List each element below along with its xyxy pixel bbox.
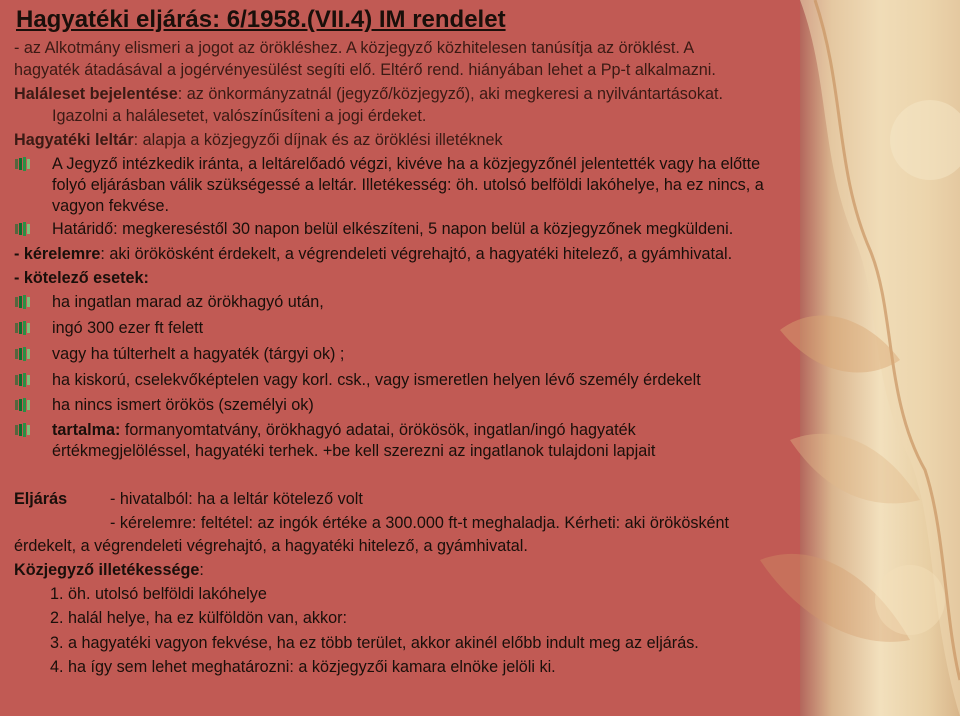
kerelemre-line — [14, 244, 732, 264]
illetekesseg-item-2: 2. halál helye, ha ez külföldön van, akkor: — [50, 609, 347, 627]
tartalma-label: tartalma: — [52, 421, 121, 439]
illetekesseg-colon: : — [199, 561, 204, 579]
kotelezo-item-2: ingó 300 ezer ft felett — [52, 319, 204, 337]
leltar-label: Hagyatéki leltár — [14, 131, 134, 149]
illetekesseg-item-1: 1. öh. utolsó belföldi lakóhelye — [50, 585, 267, 603]
kotelezo-item-3: vagy ha túlterhelt a hagyaték (tárgyi ok) ; — [52, 345, 345, 363]
leltar-text: : alapja a közjegyzői díjnak és az öröklési illetéknek — [133, 131, 503, 149]
leltar-bullet1-line2: folyó eljárásban válik szükségessé a leltár. Illetékesség: öh. utolsó belföldi lakóhelye, ha ez nincs, a — [52, 176, 764, 194]
intro-line-2: hagyaték átadásával a jogérvényesülést segíti elő. Eltérő rend. hiányában lehet a Pp-t alkalmazni. — [14, 61, 716, 79]
kotelezo-item-4: ha kiskorú, cselekvőképtelen vagy korl. csk., vagy ismeretlen helyen lévő személy érdekelt — [52, 371, 701, 389]
eljaras-label: Eljárás — [14, 490, 68, 508]
illetekesseg-heading — [14, 560, 204, 580]
illetekesseg-item-3: 3. a hagyatéki vagyon fekvése, ha ez több terület, akkor akinél előbb indult meg az eljárás. — [50, 634, 699, 652]
eljaras-line-3: érdekelt, a végrendeleti végrehajtó, a hagyatéki hitelező, a gyámhivatal. — [14, 537, 528, 555]
bullet-icon — [14, 372, 32, 388]
kerelemre-label: - kérelemre — [14, 245, 101, 263]
bullet-icon — [14, 156, 32, 172]
illetekesseg-item-4: 4. ha így sem lehet meghatározni: a közjegyzői kamara elnöke jelöli ki. — [50, 658, 556, 676]
leltar-bullet1-line1: A Jegyző intézkedik iránta, a leltárelőadó végzi, kivéve ha a közjegyzőnél jelentették vagy ha előtte — [52, 155, 761, 173]
kotelezo-item-5: ha nincs ismert örökös (személyi ok) — [52, 396, 314, 414]
bullet-icon — [14, 397, 32, 413]
kerelemre-text: : aki örökösként érdekelt, a végrendeleti végrehajtó, a hagyatéki hitelező, a gyámhivatal. — [100, 245, 733, 263]
bullet-icon — [14, 294, 32, 310]
illetekesseg-label: Közjegyző illetékessége — [14, 561, 200, 579]
bullet-icon — [14, 320, 32, 336]
eljaras-line-2: - kérelemre: feltétel: az ingók értéke a 300.000 ft-t meghaladja. Kérheti: aki örökösként — [110, 514, 730, 532]
tartalma-line-2: értékmegjelöléssel, hagyatéki terhek. +be kell szerezni az ingatlanok tulajdoni lapjait — [52, 442, 656, 460]
halaleset-text: : az önkormányzatnál (jegyző/közjegyző), aki megkeresi a nyilvántartásokat. — [177, 85, 723, 103]
decorative-flower-graphic — [760, 0, 960, 716]
bullet-icon — [14, 221, 32, 237]
leltar-heading — [14, 130, 503, 150]
intro-line-1: - az Alkotmány elismeri a jogot az örökléshez. A közjegyző közhitelesen tanúsítja az öröklést. A — [14, 39, 695, 57]
slide-title: Hagyatéki eljárás: 6/1958.(VII.4) IM rendelet — [16, 6, 506, 33]
bullet-icon — [14, 422, 32, 438]
tartalma-line-1 — [52, 420, 636, 440]
eljaras-line-1: - hivatalból: ha a leltár kötelező volt — [110, 490, 363, 508]
halaleset-label: Haláleset bejelentése — [14, 85, 178, 103]
kotelezo-item-1: ha ingatlan marad az örökhagyó után, — [52, 293, 324, 311]
tartalma-text: formanyomtatvány, örökhagyó adatai, örökösök, ingatlan/ingó hagyaték — [120, 421, 636, 439]
halaleset-line-1 — [14, 84, 723, 104]
leltar-bullet2: Határidő: megkereséstől 30 napon belül elkészíteni, 5 napon belül a közjegyzőnek megküldeni. — [52, 220, 734, 238]
halaleset-line-2: Igazolni a halálesetet, valószínűsíteni a jogi érdeket. — [52, 107, 427, 125]
leltar-bullet1-line3: vagyon fekvése. — [52, 197, 169, 215]
kotelezo-heading: - kötelező esetek: — [14, 269, 149, 287]
bullet-icon — [14, 346, 32, 362]
